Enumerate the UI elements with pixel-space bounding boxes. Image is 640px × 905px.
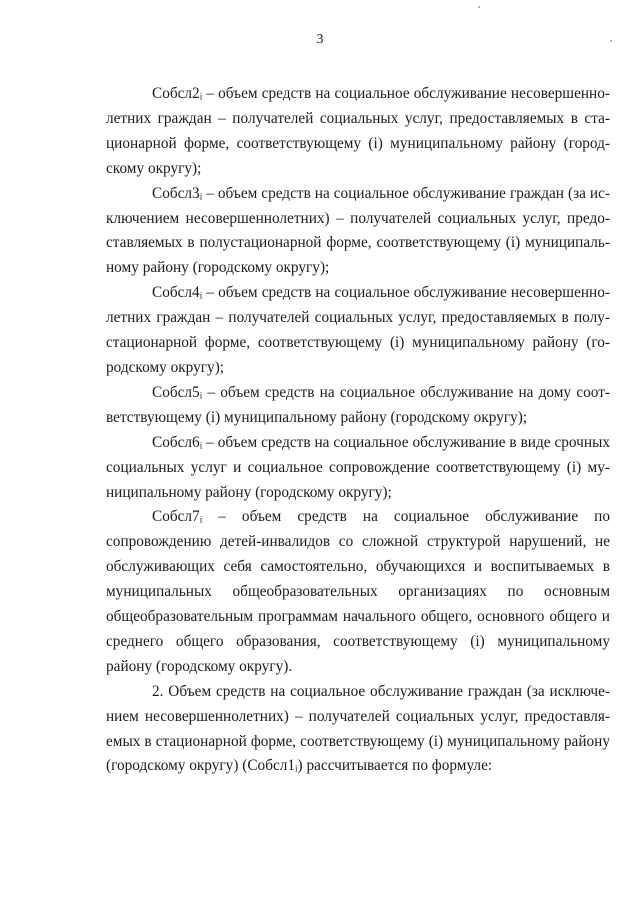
definition-sobsl6: Собсл6ᵢ – объем средств на социальное обслуживание в виде срочных социальных услуг и социальное сопровождение соответствующему (i) муниципальному району (городскому округу);	[106, 433, 610, 501]
scan-speck	[478, 6, 480, 8]
section-2-formula-intro: 2. Объем средств на социальное обслуживание граждан (за исключением несовершеннолетних) – получателей социальных услуг, предоставляемых в стационарной форме, соответствующему (i) муниципальному району (городскому округу) (Собсл1ᵢ) рассчитывается по формуле:	[106, 682, 610, 775]
definition-sobsl3: Собсл3ᵢ – объем средств на социальное обслуживание граждан (за исключением несовершеннолетних) – получателей социальных услуг, предоставляемых в полустационарной форме, соответствующему (i) муниципальному району (городскому округу);	[106, 184, 610, 277]
definition-sobsl2: Собсл2ᵢ – объем средств на социальное обслуживание несовершеннолетних граждан – получателей социальных услуг, предоставляемых в стационарной форме, соответствующему (i) муниципальному району (городскому округу);	[106, 85, 610, 177]
document-body	[106, 82, 610, 779]
definition-sobsl7: Собсл7ᵢ – объем средств на социальное обслуживание по сопровождению детей-инвалидов со сложной структурой нарушений, не обслуживающих себя самостоятельно, обучающихся и воспитываемых в муниципальных общеобразовательных организациях по основным общеобразовательным программам начального общего, основного общего и среднего общего образования, соответствующему (i) муниципальному району (городскому округу).	[106, 508, 610, 675]
page-number: 3	[316, 32, 324, 47]
definition-sobsl5: Собсл5ᵢ – объем средств на социальное обслуживание на дому соответствующему (i) муниципальному району (городскому округу);	[106, 383, 610, 426]
definition-sobsl4: Собсл4ᵢ – объем средств на социальное обслуживание несовершеннолетних граждан – получателей социальных услуг, предоставляемых в полустационарной форме, соответствующему (i) муниципальному району (городскому округу);	[106, 284, 610, 376]
scan-speck	[610, 40, 612, 42]
